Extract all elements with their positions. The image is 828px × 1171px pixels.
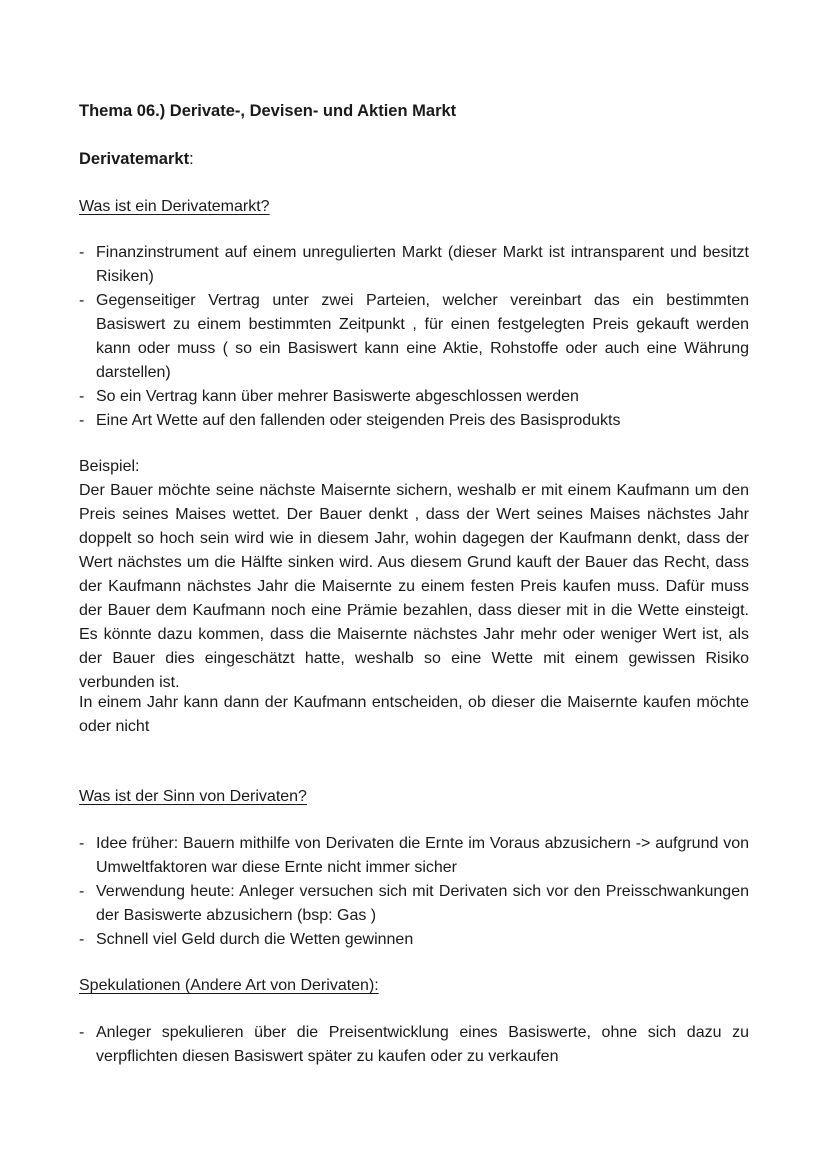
question-heading-1: Was ist ein Derivatemarkt? bbox=[79, 198, 270, 215]
bullet-dash: - bbox=[79, 388, 85, 405]
list-item-text: Finanzinstrument auf einem unregulierten Markt (dieser Markt ist intransparent und besitzt Risiken) bbox=[96, 244, 749, 285]
list-item bbox=[79, 1021, 749, 1069]
list-item-text: Verwendung heute: Anleger versuchen sich mit Derivaten sich vor den Preisschwankungen der Basiswerte abzusichern (bsp: Gas ) bbox=[96, 883, 749, 924]
example-paragraph-2: In einem Jahr kann dann der Kaufmann entscheiden, ob dieser die Maisernte kaufen möchte oder nicht bbox=[79, 694, 749, 735]
example-label: Beispiel: bbox=[79, 458, 140, 475]
list-item-text: Idee früher: Bauern mithilfe von Derivaten die Ernte im Voraus abzusichern -> aufgrund von Umweltfaktoren war diese Ernte nicht immer sicher bbox=[96, 835, 749, 876]
bullet-dash: - bbox=[79, 883, 85, 900]
question-heading-2: Was ist der Sinn von Derivaten? bbox=[79, 788, 307, 805]
list-item-text: Schnell viel Geld durch die Wetten gewinnen bbox=[96, 931, 414, 948]
list-item bbox=[79, 880, 749, 928]
bullet-dash: - bbox=[79, 244, 85, 261]
bullet-dash: - bbox=[79, 292, 85, 309]
bullet-list-1 bbox=[79, 241, 749, 433]
list-item bbox=[79, 928, 749, 952]
list-item bbox=[79, 385, 749, 409]
bullet-list-2 bbox=[79, 832, 749, 952]
example-paragraph: Der Bauer möchte seine nächste Maisernte sichern, weshalb er mit einem Kaufmann um den Preis seines Maises wettet. Der Bauer denkt , dass der Wert seines Maises nächstes Jahr doppelt so hoch sein wird wie in diesem Jahr, wohin dagegen der Kaufmann denkt, dass der Wert nächstes um die Hälfte sinken wird. Aus diesem Grund kauft der Bauer das Recht, dass der Kaufmann nächstes Jahr die Maisernte zu einem festen Preis kaufen muss. Dafür muss der Bauer dem Kaufmann noch eine Prämie bezahlen, dass dieser mit in die Wette einsteigt. Es könnte dazu kommen, dass die Maisernte nächstes Jahr mehr oder weniger Wert ist, als der Bauer dies eingeschätzt hatte, weshalb so eine Wette mit einem gewissen Risiko verbunden ist. bbox=[79, 482, 749, 691]
list-item bbox=[79, 289, 749, 385]
question-heading-3: Spekulationen (Andere Art von Derivaten): bbox=[79, 977, 379, 994]
list-item-text: Gegenseitiger Vertrag unter zwei Parteien, welcher vereinbart das ein bestimmten Basiswert zu einem bestimmten Zeitpunkt , für einen festgelegten Preis gekauft werden kann oder muss ( so ein Basiswert kann eine Aktie, Rohstoffe oder auch eine Währung darstellen) bbox=[96, 292, 749, 381]
bullet-dash: - bbox=[79, 412, 85, 429]
bullet-dash: - bbox=[79, 931, 85, 948]
list-item bbox=[79, 409, 749, 433]
bullet-list-3 bbox=[79, 1021, 749, 1069]
list-item bbox=[79, 832, 749, 880]
section-heading-text: Derivatemarkt bbox=[79, 150, 190, 168]
section-heading bbox=[79, 147, 194, 171]
bullet-dash: - bbox=[79, 1024, 85, 1041]
page-title: Thema 06.) Derivate-, Devisen- und Aktien Markt bbox=[79, 102, 457, 120]
list-item-text: Anleger spekulieren über die Preisentwicklung eines Basiswerte, ohne sich dazu zu verpflichten diesen Basiswert später zu kaufen oder zu verkaufen bbox=[96, 1024, 749, 1065]
section-heading-colon: : bbox=[189, 150, 194, 168]
list-item-text: Eine Art Wette auf den fallenden oder steigenden Preis des Basisprodukts bbox=[96, 412, 621, 429]
list-item bbox=[79, 241, 749, 289]
bullet-dash: - bbox=[79, 835, 85, 852]
list-item-text: So ein Vertrag kann über mehrer Basiswerte abgeschlossen werden bbox=[96, 388, 579, 405]
